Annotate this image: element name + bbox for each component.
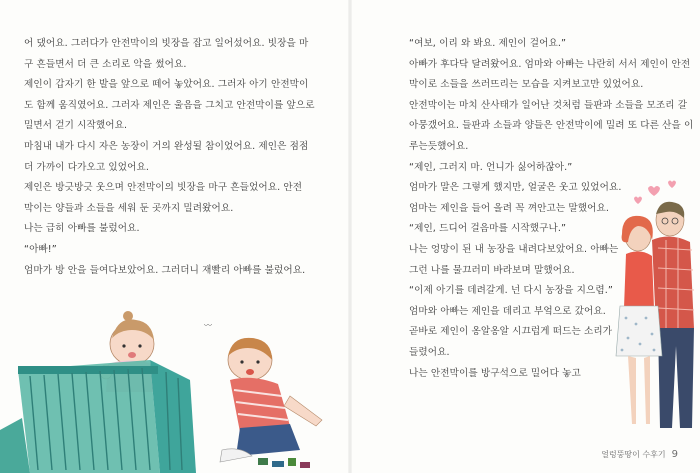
text-line: 그런 나를 물끄러미 바라보며 말했어요. [409, 264, 575, 276]
text-line: 엄마와 아빠는 제인을 데리고 부엌으로 갔어요. [409, 305, 606, 317]
text-line: “제인, 그러지 마. 언니가 싫어하잖아.” [409, 161, 573, 173]
text-line: 도 함께 움직였어요. 그러자 제인은 울음을 그치고 안전막이를 앞으로 [24, 99, 315, 111]
text-line: 막이로 소들을 쓰러뜨리는 모습을 지켜보고만 있었어요. [409, 79, 644, 91]
hearts [634, 181, 676, 205]
footer-title: 얼렁뚱땅이 수후기 [601, 450, 666, 459]
text-line: 제인이 갑자기 한 발을 앞으로 떼어 놓았어요. 그러자 아기 안전막이 [24, 79, 309, 91]
text-line: 어 댔어요. 그러다가 안전막이의 빗장을 잡고 일어섰어요. 빗장을 마 [24, 38, 309, 49]
page-footer [601, 449, 678, 460]
text-line: 아빠가 후다닥 달려왔어요. 엄마와 아빠는 나란히 서서 제인이 안전 [409, 58, 691, 70]
left-page-text [24, 34, 315, 281]
illustration-children-playing [0, 300, 350, 473]
text-line: 더 가까이 다가오고 있었어요. [24, 161, 150, 173]
text-line: 나는 엉망이 된 내 농장을 내려다보았어요. 아빠는 [409, 243, 619, 255]
text-line: “제인, 드디어 걸음마를 시작했구나.” [409, 223, 567, 235]
text-line: 밀면서 걷기 시작했어요. [24, 120, 128, 132]
text-line: 엄마가 방 안을 들여다보았어요. 그러더니 재빨리 아빠를 불렀어요. [24, 264, 306, 276]
page-number: 9 [671, 449, 678, 460]
text-line: 엄마가 말은 그렇게 했지만, 얼굴은 웃고 있었어요. [409, 182, 622, 194]
text-line: “이제 아기를 데려갈게. 넌 다시 농장을 지으렴.” [409, 285, 613, 297]
text-line: 마침내 내가 다시 자은 농장이 거의 완성될 참이었어요. 제인은 점점 [24, 140, 309, 152]
text-line: “여보, 이리 와 봐요. 제인이 걸어요.” [409, 38, 567, 49]
child-figure [204, 321, 322, 462]
text-line: 곧바로 제인이 옹알옹알 시끄럽게 떠드는 소리가 [409, 326, 613, 338]
text-line: 아뭉갰어요. 들판과 소들과 양들은 안전막이에 밀려 또 다른 산을 이 [409, 120, 694, 132]
svg-text:〰: 〰 [204, 321, 212, 330]
text-line: 제인은 방긋방긋 웃으며 안전막이의 빗장을 마구 흔들었어요. 안전 [24, 182, 303, 194]
toy-animals [258, 458, 310, 468]
illustration-parents [608, 178, 700, 440]
text-line: 구 흔들면서 더 큰 소리로 악을 썼어요. [24, 58, 187, 70]
playpen [0, 360, 196, 473]
text-line: “아빠!” [24, 243, 57, 255]
text-line: 나는 급히 아빠를 불렀어요. [24, 223, 140, 235]
text-line: 안전막이는 마치 산사태가 일어난 것처럼 들판과 소들을 모조리 갈 [409, 99, 688, 111]
text-line: 루는듯했어요. [409, 140, 469, 152]
right-page [350, 0, 700, 473]
text-line: 막이는 양들과 소들을 세워 둔 곳까지 밀려왔어요. [24, 202, 234, 214]
text-line: 들렸어요. [409, 346, 450, 358]
text-line: 나는 안전막이를 방구석으로 밀어다 놓고 [409, 367, 581, 379]
text-line: 엄마는 제인을 들어 올려 꼭 껴안고는 말했어요. [409, 202, 610, 214]
